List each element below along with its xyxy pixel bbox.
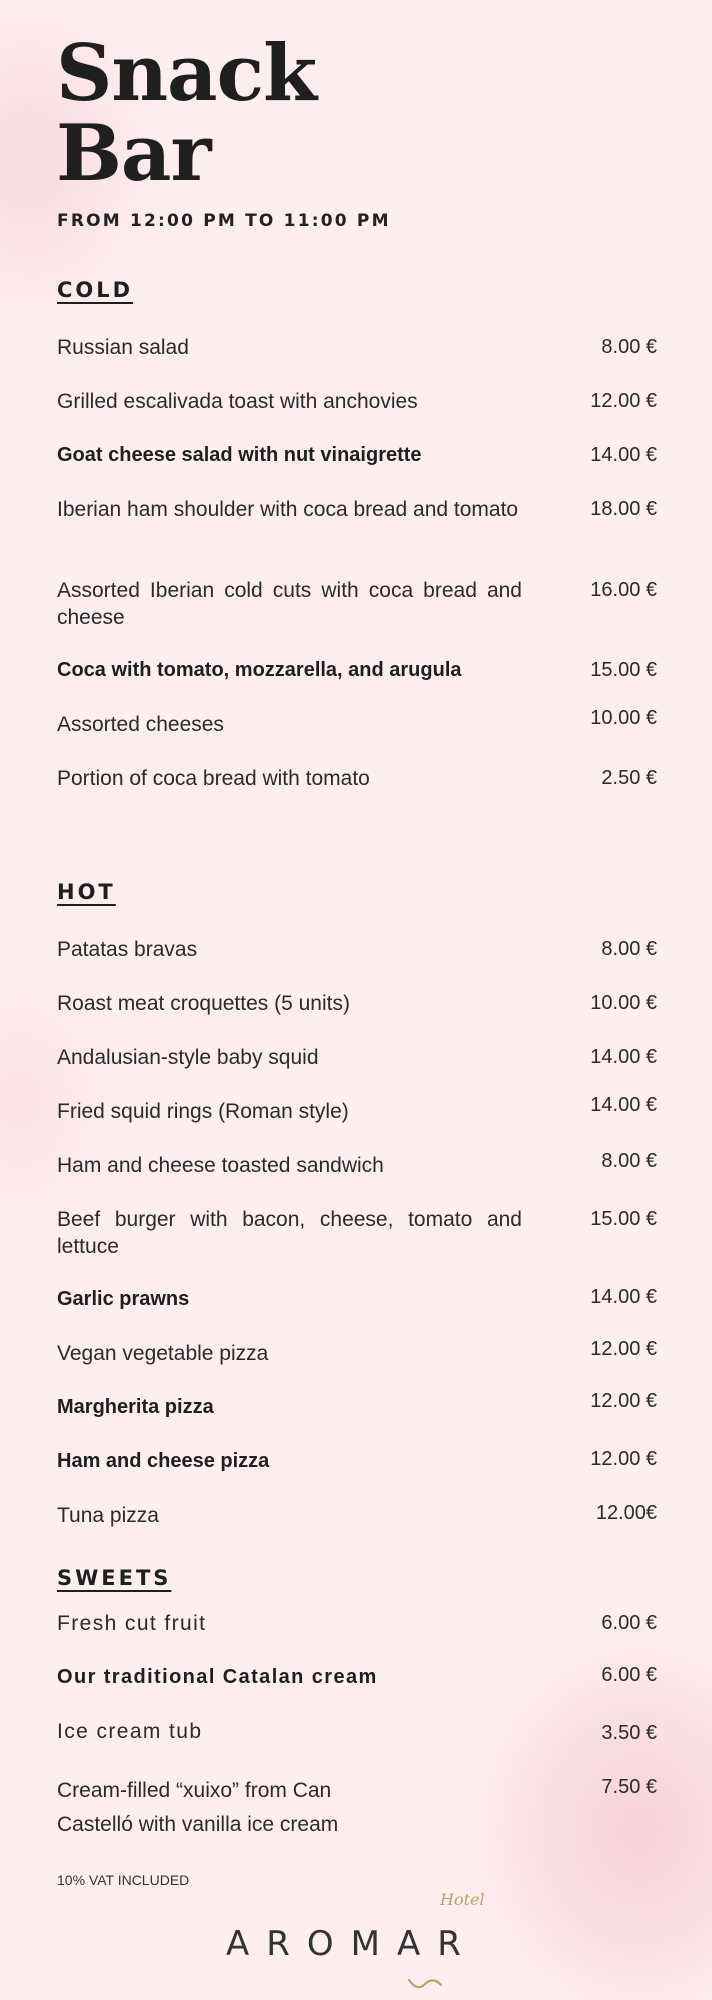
item-price: 12.00 €	[590, 1390, 657, 1412]
wave-icon-path	[409, 1980, 441, 1987]
item-price: 14.00 €	[590, 1094, 657, 1116]
item-name: Vegan vegetable pizza	[57, 1342, 269, 1365]
item-price: 6.00 €	[601, 1664, 657, 1686]
item-name: Portion of coca bread with tomato	[57, 767, 370, 790]
item-price: 14.00 €	[590, 1046, 657, 1068]
item-price: 14.00 €	[590, 1286, 657, 1308]
item-name: Ham and cheese pizza	[57, 1450, 270, 1472]
title-line-1: Snack	[56, 28, 317, 119]
wave-icon	[407, 1976, 443, 1990]
item-price: 10.00 €	[590, 992, 657, 1014]
item-price: 18.00 €	[590, 498, 657, 520]
item-name: Assorted Iberian cold cuts with coca bread and cheese	[57, 579, 522, 629]
item-price: 12.00 €	[590, 1338, 657, 1360]
item-price: 15.00 €	[590, 659, 657, 681]
item-name: Assorted cheeses	[57, 713, 224, 736]
item-price: 8.00 €	[601, 938, 657, 960]
item-name: Margherita pizza	[57, 1396, 214, 1418]
item-price: 14.00 €	[590, 444, 657, 466]
item-name: Beef burger with bacon, cheese, tomato and lettuce	[57, 1208, 522, 1258]
item-name: Andalusian-style baby squid	[57, 1046, 319, 1069]
item-price: 15.00 €	[590, 1208, 657, 1230]
item-name: Tuna pizza	[57, 1504, 159, 1527]
item-price: 12.00 €	[590, 390, 657, 412]
item-name: Russian salad	[57, 336, 189, 359]
item-name: Fried squid rings (Roman style)	[57, 1100, 349, 1123]
item-name: Grilled escalivada toast with anchovies	[57, 390, 418, 413]
item-price: 8.00 €	[601, 336, 657, 358]
item-name: Ice cream tub	[57, 1720, 203, 1743]
item-price: 12.00 €	[590, 1448, 657, 1470]
item-price: 10.00 €	[590, 707, 657, 729]
item-name: Cream-filled “xuixo” from Can Castelló with vanilla ice cream	[57, 1779, 339, 1836]
item-price: 2.50 €	[601, 767, 657, 789]
item-name: Goat cheese salad with nut vinaigrette	[57, 444, 422, 466]
item-price: 6.00 €	[601, 1612, 657, 1634]
section-heading-cold: COLD	[57, 278, 134, 302]
page-title	[56, 28, 317, 199]
item-price: 8.00 €	[601, 1150, 657, 1172]
logo-brand-text: AROMAR	[226, 1924, 478, 1964]
item-name: Fresh cut fruit	[57, 1612, 207, 1635]
item-name: Patatas bravas	[57, 938, 198, 961]
item-price: 12.00€	[595, 1502, 657, 1524]
vat-note: 10% VAT INCLUDED	[57, 1872, 190, 1888]
opening-hours: FROM 12:00 PM TO 11:00 PM	[57, 211, 391, 231]
section-heading-sweets: SWEETS	[57, 1566, 172, 1590]
logo-hotel-text: Hotel	[440, 1890, 485, 1909]
item-price: 16.00 €	[590, 579, 657, 601]
item-name: Roast meat croquettes (5 units)	[57, 992, 350, 1015]
section-heading-hot: HOT	[57, 880, 116, 904]
item-name: Ham and cheese toasted sandwich	[57, 1154, 384, 1177]
item-name: Our traditional Catalan cream	[57, 1666, 378, 1688]
item-price: 3.50 €	[601, 1722, 657, 1744]
item-name: Iberian ham shoulder with coca bread and tomato	[57, 498, 519, 521]
item-name: Garlic prawns	[57, 1288, 190, 1310]
title-line-2: Bar	[56, 108, 211, 199]
item-price: 7.50 €	[601, 1776, 657, 1798]
item-name: Coca with tomato, mozzarella, and arugula	[57, 659, 462, 681]
hotel-logo	[226, 1890, 486, 1995]
